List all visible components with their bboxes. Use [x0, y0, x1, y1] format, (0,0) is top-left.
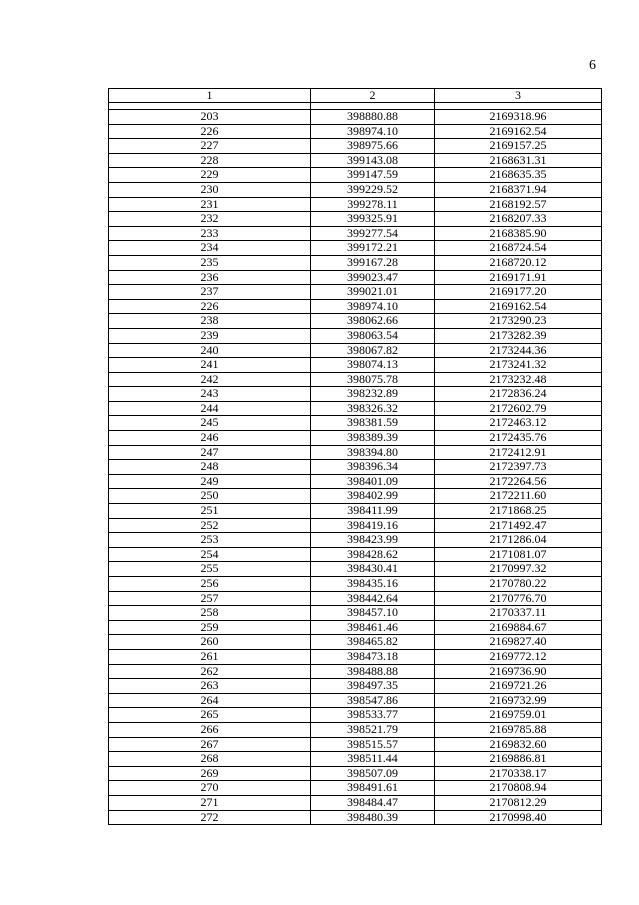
point-number-cell: 227 [109, 139, 311, 154]
y-coordinate-cell: 2172435.76 [435, 431, 602, 446]
table-row [109, 110, 602, 125]
x-coordinate-cell: 398389.39 [311, 431, 435, 446]
point-number-cell: 228 [109, 153, 311, 168]
table-row [109, 474, 602, 489]
point-number-cell: 260 [109, 635, 311, 650]
y-coordinate-cell: 2172602.79 [435, 401, 602, 416]
point-number-cell: 247 [109, 445, 311, 460]
point-number-cell: 243 [109, 387, 311, 402]
x-coordinate-cell: 398533.77 [311, 708, 435, 723]
table-row [109, 197, 602, 212]
y-coordinate-cell: 2170337.11 [435, 606, 602, 621]
y-coordinate-cell: 2169736.90 [435, 664, 602, 679]
y-coordinate-cell: 2168192.57 [435, 197, 602, 212]
point-number-cell: 258 [109, 606, 311, 621]
y-coordinate-cell: 2173282.39 [435, 328, 602, 343]
table-row [109, 635, 602, 650]
x-coordinate-cell: 398381.59 [311, 416, 435, 431]
table-row [109, 255, 602, 270]
point-number-cell: 203 [109, 110, 311, 125]
x-coordinate-cell: 399278.11 [311, 197, 435, 212]
y-coordinate-cell: 2169162.54 [435, 299, 602, 314]
y-coordinate-cell: 2169157.25 [435, 139, 602, 154]
y-coordinate-cell: 2171081.07 [435, 547, 602, 562]
x-coordinate-cell: 398326.32 [311, 401, 435, 416]
point-number-cell: 255 [109, 562, 311, 577]
table-row [109, 153, 602, 168]
table-row [109, 591, 602, 606]
table-row [109, 299, 602, 314]
x-coordinate-cell: 398484.47 [311, 795, 435, 810]
point-number-cell: 261 [109, 649, 311, 664]
x-coordinate-cell: 398511.44 [311, 752, 435, 767]
point-number-cell: 270 [109, 781, 311, 796]
x-coordinate-cell: 398480.39 [311, 810, 435, 825]
point-number-cell: 263 [109, 679, 311, 694]
table-row [109, 504, 602, 519]
table-row [109, 285, 602, 300]
table-row [109, 460, 602, 475]
x-coordinate-cell: 398411.99 [311, 504, 435, 519]
column-header-3: 3 [435, 89, 602, 103]
x-coordinate-cell: 398521.79 [311, 722, 435, 737]
point-number-cell: 251 [109, 504, 311, 519]
point-number-cell: 256 [109, 577, 311, 592]
y-coordinate-cell: 2173244.36 [435, 343, 602, 358]
point-number-cell: 248 [109, 460, 311, 475]
table-row [109, 387, 602, 402]
spacer-cell [311, 103, 435, 110]
x-coordinate-cell: 398507.09 [311, 766, 435, 781]
point-number-cell: 252 [109, 518, 311, 533]
x-coordinate-cell: 398062.66 [311, 314, 435, 329]
point-number-cell: 249 [109, 474, 311, 489]
y-coordinate-cell: 2173232.48 [435, 372, 602, 387]
y-coordinate-cell: 2168720.12 [435, 255, 602, 270]
point-number-cell: 250 [109, 489, 311, 504]
x-coordinate-cell: 398067.82 [311, 343, 435, 358]
x-coordinate-cell: 398473.18 [311, 649, 435, 664]
x-coordinate-cell: 398497.35 [311, 679, 435, 694]
table-row [109, 620, 602, 635]
table-row [109, 241, 602, 256]
point-number-cell: 265 [109, 708, 311, 723]
point-number-cell: 267 [109, 737, 311, 752]
y-coordinate-cell: 2170808.94 [435, 781, 602, 796]
y-coordinate-cell: 2169177.20 [435, 285, 602, 300]
point-number-cell: 257 [109, 591, 311, 606]
y-coordinate-cell: 2172397.73 [435, 460, 602, 475]
table-row [109, 328, 602, 343]
point-number-cell: 266 [109, 722, 311, 737]
y-coordinate-cell: 2170338.17 [435, 766, 602, 781]
table-row [109, 182, 602, 197]
point-number-cell: 268 [109, 752, 311, 767]
x-coordinate-cell: 398457.10 [311, 606, 435, 621]
point-number-cell: 241 [109, 358, 311, 373]
point-number-cell: 271 [109, 795, 311, 810]
table-row [109, 679, 602, 694]
x-coordinate-cell: 398491.61 [311, 781, 435, 796]
x-coordinate-cell: 399325.91 [311, 212, 435, 227]
table-row [109, 562, 602, 577]
point-number-cell: 226 [109, 299, 311, 314]
x-coordinate-cell: 398075.78 [311, 372, 435, 387]
table-row [109, 693, 602, 708]
table-spacer-row [109, 103, 602, 110]
table-row [109, 577, 602, 592]
y-coordinate-cell: 2168385.90 [435, 226, 602, 241]
x-coordinate-cell: 399277.54 [311, 226, 435, 241]
x-coordinate-cell: 399143.08 [311, 153, 435, 168]
point-number-cell: 231 [109, 197, 311, 212]
point-number-cell: 264 [109, 693, 311, 708]
x-coordinate-cell: 399229.52 [311, 182, 435, 197]
point-number-cell: 246 [109, 431, 311, 446]
y-coordinate-cell: 2170997.32 [435, 562, 602, 577]
table-row [109, 752, 602, 767]
y-coordinate-cell: 2169721.26 [435, 679, 602, 694]
table-row [109, 124, 602, 139]
table-row [109, 139, 602, 154]
table-row [109, 737, 602, 752]
point-number-cell: 272 [109, 810, 311, 825]
y-coordinate-cell: 2168631.31 [435, 153, 602, 168]
table-row [109, 226, 602, 241]
coordinates-table [108, 88, 602, 825]
x-coordinate-cell: 398419.16 [311, 518, 435, 533]
y-coordinate-cell: 2168724.54 [435, 241, 602, 256]
point-number-cell: 230 [109, 182, 311, 197]
x-coordinate-cell: 398232.89 [311, 387, 435, 402]
table-row [109, 270, 602, 285]
table-row [109, 431, 602, 446]
x-coordinate-cell: 398396.34 [311, 460, 435, 475]
y-coordinate-cell: 2170776.70 [435, 591, 602, 606]
point-number-cell: 234 [109, 241, 311, 256]
column-header-1: 1 [109, 89, 311, 103]
point-number-cell: 233 [109, 226, 311, 241]
table-row [109, 489, 602, 504]
y-coordinate-cell: 2168371.94 [435, 182, 602, 197]
table-header-row [109, 89, 602, 103]
table-row [109, 795, 602, 810]
x-coordinate-cell: 398547.86 [311, 693, 435, 708]
x-coordinate-cell: 398442.64 [311, 591, 435, 606]
point-number-cell: 226 [109, 124, 311, 139]
y-coordinate-cell: 2171286.04 [435, 533, 602, 548]
x-coordinate-cell: 398975.66 [311, 139, 435, 154]
x-coordinate-cell: 398074.13 [311, 358, 435, 373]
point-number-cell: 245 [109, 416, 311, 431]
y-coordinate-cell: 2171492.47 [435, 518, 602, 533]
y-coordinate-cell: 2169832.60 [435, 737, 602, 752]
x-coordinate-cell: 398974.10 [311, 124, 435, 139]
table-row [109, 606, 602, 621]
x-coordinate-cell: 398430.41 [311, 562, 435, 577]
point-number-cell: 232 [109, 212, 311, 227]
x-coordinate-cell: 398394.80 [311, 445, 435, 460]
point-number-cell: 254 [109, 547, 311, 562]
table-row [109, 416, 602, 431]
table-row [109, 722, 602, 737]
table-row [109, 445, 602, 460]
x-coordinate-cell: 398402.99 [311, 489, 435, 504]
y-coordinate-cell: 2172412.91 [435, 445, 602, 460]
x-coordinate-cell: 398880.88 [311, 110, 435, 125]
y-coordinate-cell: 2169884.67 [435, 620, 602, 635]
spacer-cell [109, 103, 311, 110]
page-number: 6 [589, 58, 596, 73]
x-coordinate-cell: 398465.82 [311, 635, 435, 650]
y-coordinate-cell: 2170998.40 [435, 810, 602, 825]
point-number-cell: 262 [109, 664, 311, 679]
point-number-cell: 229 [109, 168, 311, 183]
x-coordinate-cell: 399023.47 [311, 270, 435, 285]
point-number-cell: 253 [109, 533, 311, 548]
table-row [109, 168, 602, 183]
point-number-cell: 259 [109, 620, 311, 635]
y-coordinate-cell: 2169162.54 [435, 124, 602, 139]
y-coordinate-cell: 2172211.60 [435, 489, 602, 504]
point-number-cell: 244 [109, 401, 311, 416]
table-row [109, 708, 602, 723]
table-row [109, 781, 602, 796]
x-coordinate-cell: 398428.62 [311, 547, 435, 562]
x-coordinate-cell: 399021.01 [311, 285, 435, 300]
table-body [109, 103, 602, 825]
table-row [109, 547, 602, 562]
point-number-cell: 269 [109, 766, 311, 781]
y-coordinate-cell: 2172463.12 [435, 416, 602, 431]
y-coordinate-cell: 2168207.33 [435, 212, 602, 227]
y-coordinate-cell: 2169886.81 [435, 752, 602, 767]
x-coordinate-cell: 398488.88 [311, 664, 435, 679]
point-number-cell: 240 [109, 343, 311, 358]
point-number-cell: 239 [109, 328, 311, 343]
y-coordinate-cell: 2170780.22 [435, 577, 602, 592]
x-coordinate-cell: 398461.46 [311, 620, 435, 635]
table-row [109, 766, 602, 781]
table-row [109, 664, 602, 679]
x-coordinate-cell: 398974.10 [311, 299, 435, 314]
y-coordinate-cell: 2169827.40 [435, 635, 602, 650]
table-row [109, 343, 602, 358]
table-row [109, 649, 602, 664]
x-coordinate-cell: 398063.54 [311, 328, 435, 343]
spacer-cell [435, 103, 602, 110]
point-number-cell: 242 [109, 372, 311, 387]
point-number-cell: 235 [109, 255, 311, 270]
y-coordinate-cell: 2169171.91 [435, 270, 602, 285]
column-header-2: 2 [311, 89, 435, 103]
point-number-cell: 238 [109, 314, 311, 329]
table-row [109, 212, 602, 227]
table-row [109, 401, 602, 416]
table-row [109, 314, 602, 329]
y-coordinate-cell: 2169318.96 [435, 110, 602, 125]
y-coordinate-cell: 2169772.12 [435, 649, 602, 664]
x-coordinate-cell: 398515.57 [311, 737, 435, 752]
x-coordinate-cell: 398435.16 [311, 577, 435, 592]
y-coordinate-cell: 2173241.32 [435, 358, 602, 373]
x-coordinate-cell: 399167.28 [311, 255, 435, 270]
table-row [109, 810, 602, 825]
x-coordinate-cell: 399147.59 [311, 168, 435, 183]
x-coordinate-cell: 398401.09 [311, 474, 435, 489]
table-row [109, 372, 602, 387]
y-coordinate-cell: 2173290.23 [435, 314, 602, 329]
point-number-cell: 236 [109, 270, 311, 285]
y-coordinate-cell: 2172264.56 [435, 474, 602, 489]
y-coordinate-cell: 2169759.01 [435, 708, 602, 723]
y-coordinate-cell: 2172836.24 [435, 387, 602, 402]
x-coordinate-cell: 399172.21 [311, 241, 435, 256]
table-row [109, 358, 602, 373]
point-number-cell: 237 [109, 285, 311, 300]
y-coordinate-cell: 2170812.29 [435, 795, 602, 810]
y-coordinate-cell: 2169732.99 [435, 693, 602, 708]
y-coordinate-cell: 2171868.25 [435, 504, 602, 519]
table-row [109, 518, 602, 533]
x-coordinate-cell: 398423.99 [311, 533, 435, 548]
y-coordinate-cell: 2169785.88 [435, 722, 602, 737]
y-coordinate-cell: 2168635.35 [435, 168, 602, 183]
table-row [109, 533, 602, 548]
